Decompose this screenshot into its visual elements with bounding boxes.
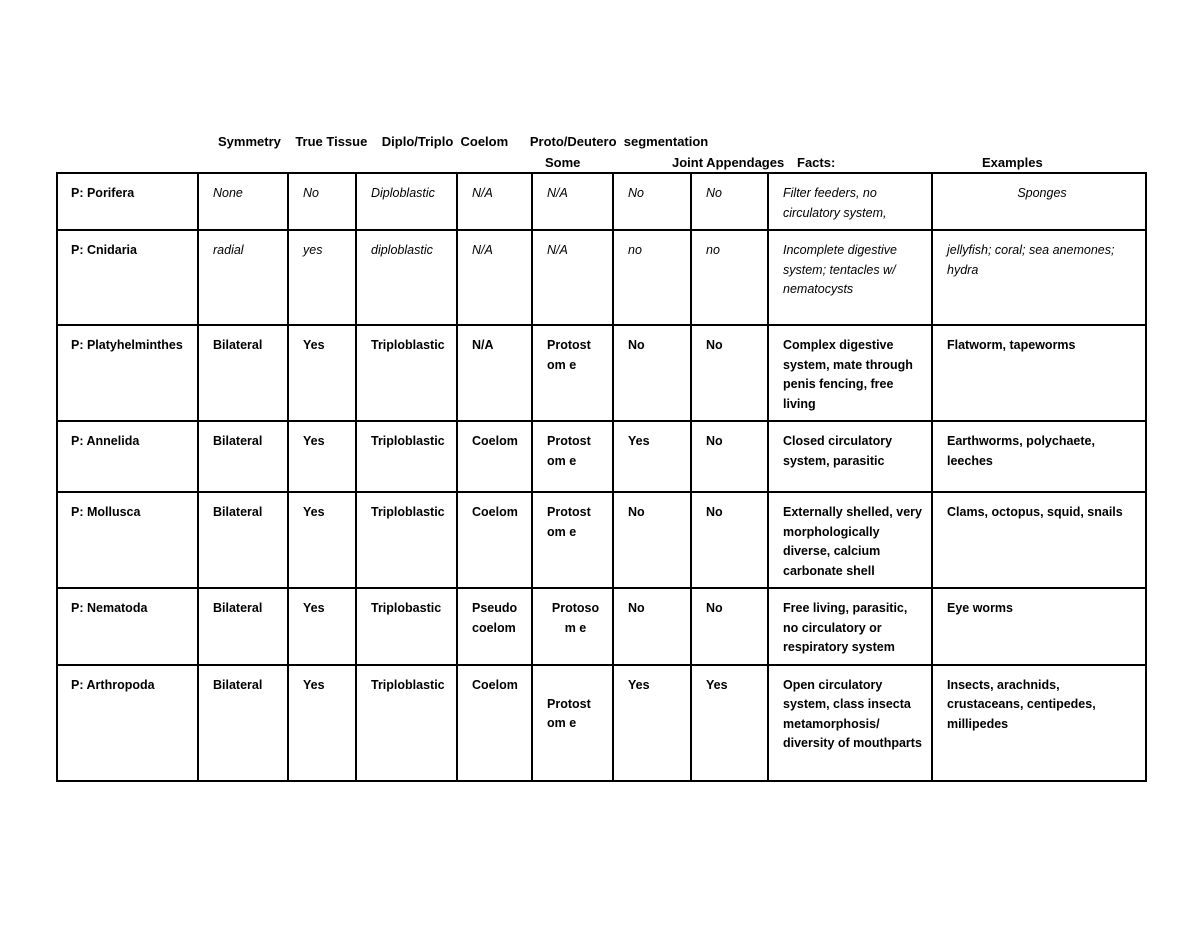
segmentation-cell: No: [613, 588, 691, 665]
phylum-cell: P: Platyhelminthes: [57, 325, 198, 421]
tissue-cell: yes: [288, 230, 356, 325]
facts-cell: Externally shelled, very morphologically diverse, calcium carbonate shell: [768, 492, 932, 588]
examples-cell: Clams, octopus, squid, snails: [932, 492, 1146, 588]
symmetry-cell: Bilateral: [198, 588, 288, 665]
facts-cell: Open circulatory system, class insecta metamorphosis/ diversity of mouthparts: [768, 665, 932, 781]
examples-cell: Earthworms, polychaete, leeches: [932, 421, 1146, 492]
appendages-cell: No: [691, 325, 768, 421]
segmentation-cell: no: [613, 230, 691, 325]
appendages-cell: No: [691, 421, 768, 492]
germ-layer-cell: Triploblastic: [356, 421, 457, 492]
segmentation-cell: Yes: [613, 665, 691, 781]
appendages-cell: no: [691, 230, 768, 325]
examples-cell: Eye worms: [932, 588, 1146, 665]
tissue-cell: Yes: [288, 421, 356, 492]
proto-deutero-cell: Protost om e: [532, 325, 613, 421]
appendages-cell: No: [691, 492, 768, 588]
symmetry-cell: Bilateral: [198, 665, 288, 781]
phylum-cell: P: Arthropoda: [57, 665, 198, 781]
proto-deutero-cell: N/A: [532, 173, 613, 230]
table-row: [57, 588, 1146, 665]
phylum-cell: P: Nematoda: [57, 588, 198, 665]
coelom-cell: Coelom: [457, 492, 532, 588]
table-row: [57, 492, 1146, 588]
coelom-cell: Pseudo coelom: [457, 588, 532, 665]
examples-cell: Sponges: [932, 173, 1146, 230]
germ-layer-cell: diploblastic: [356, 230, 457, 325]
segmentation-cell: No: [613, 492, 691, 588]
proto-deutero-cell: Protost om e: [532, 492, 613, 588]
germ-layer-cell: Triploblastic: [356, 665, 457, 781]
phylum-cell: P: Mollusca: [57, 492, 198, 588]
facts-cell: Complex digestive system, mate through penis fencing, free living: [768, 325, 932, 421]
facts-cell: Free living, parasitic, no circulatory or respiratory system: [768, 588, 932, 665]
table-row: [57, 230, 1146, 325]
header-examples: Examples: [982, 155, 1043, 170]
header-line-1: Symmetry True Tissue Diplo/Triplo Coelom Proto/Deutero segmentation: [218, 134, 709, 149]
segmentation-cell: Yes: [613, 421, 691, 492]
coelom-cell: Coelom: [457, 665, 532, 781]
tissue-cell: Yes: [288, 665, 356, 781]
germ-layer-cell: Triplobastic: [356, 588, 457, 665]
tissue-cell: No: [288, 173, 356, 230]
examples-cell: jellyfish; coral; sea anemones; hydra: [932, 230, 1146, 325]
symmetry-cell: None: [198, 173, 288, 230]
coelom-cell: N/A: [457, 230, 532, 325]
segmentation-cell: No: [613, 325, 691, 421]
proto-deutero-cell: Protost om e: [532, 421, 613, 492]
phyla-table: [56, 172, 1147, 782]
facts-cell: Filter feeders, no circulatory system,: [768, 173, 932, 230]
tissue-cell: Yes: [288, 588, 356, 665]
header-some: Some: [545, 155, 581, 170]
germ-layer-cell: Triploblastic: [356, 492, 457, 588]
appendages-cell: No: [691, 173, 768, 230]
proto-deutero-cell: [532, 665, 613, 781]
table-row: [57, 173, 1146, 230]
segmentation-cell: No: [613, 173, 691, 230]
appendages-cell: No: [691, 588, 768, 665]
phylum-cell: P: Annelida: [57, 421, 198, 492]
proto-deutero-cell: N/A: [532, 230, 613, 325]
germ-layer-cell: Triploblastic: [356, 325, 457, 421]
facts-cell: Closed circulatory system, parasitic: [768, 421, 932, 492]
phylum-cell: P: Cnidaria: [57, 230, 198, 325]
proto-deutero-text: Protost om e: [547, 696, 591, 730]
examples-cell: Insects, arachnids, crustaceans, centipedes, millipedes: [932, 665, 1146, 781]
coelom-cell: N/A: [457, 325, 532, 421]
table-row: [57, 325, 1146, 421]
header-joint-appendages: Joint Appendages: [672, 155, 785, 170]
tissue-cell: Yes: [288, 325, 356, 421]
coelom-cell: Coelom: [457, 421, 532, 492]
phylum-cell: P: Porifera: [57, 173, 198, 230]
symmetry-cell: radial: [198, 230, 288, 325]
facts-cell: Incomplete digestive system; tentacles w/ nematocysts: [768, 230, 932, 325]
symmetry-cell: Bilateral: [198, 325, 288, 421]
table-row: [57, 421, 1146, 492]
symmetry-cell: Bilateral: [198, 492, 288, 588]
tissue-cell: Yes: [288, 492, 356, 588]
coelom-cell: N/A: [457, 173, 532, 230]
symmetry-cell: Bilateral: [198, 421, 288, 492]
table-row: [57, 665, 1146, 781]
proto-deutero-cell: Protosom e: [532, 588, 613, 665]
header-facts: Facts:: [797, 155, 836, 170]
examples-cell: Flatworm, tapeworms: [932, 325, 1146, 421]
germ-layer-cell: Diploblastic: [356, 173, 457, 230]
appendages-cell: Yes: [691, 665, 768, 781]
